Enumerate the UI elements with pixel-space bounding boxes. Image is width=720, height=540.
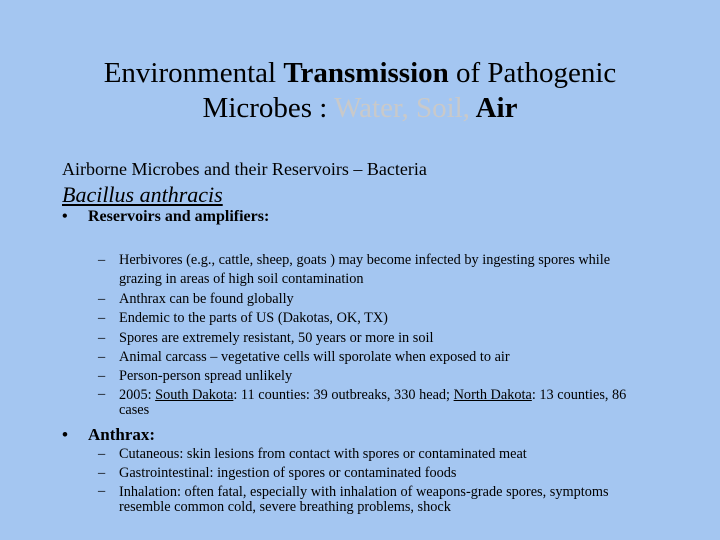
list-item: – Animal carcass – vegetative cells will sporolate when exposed to air [98, 348, 638, 367]
list-item-2005 [98, 387, 638, 418]
title-part-1: Environmental [103, 57, 284, 89]
list-item: – Anthrax can be found globally [98, 290, 638, 309]
title-part-2: Transmission [283, 57, 449, 89]
bullet-label: Anthrax: [88, 425, 156, 444]
title-part-4: Microbes : [202, 92, 335, 124]
bullet-dot: • [62, 425, 68, 444]
reservoirs-list [98, 251, 638, 418]
anthrax-list [98, 445, 638, 515]
bullet-dot: • [62, 208, 68, 225]
list-item: – Cutaneous: skin lesions from contact with spores or contaminated meat [98, 445, 638, 464]
list-item: – Herbivores (e.g., cattle, sheep, goats ) may become infected by ingesting spores while grazing in areas of high soil contamination [98, 251, 638, 290]
bullet-anthrax [62, 425, 155, 445]
list-item: – Person-person spread unlikely [98, 367, 638, 386]
bullet-label: Reservoirs and amplifiers: [88, 208, 270, 225]
list-item: – Inhalation: often fatal, especially with inhalation of weapons-grade spores, symptoms resemble common cold, severe breathing problems, shock [98, 484, 638, 515]
subheading: Airborne Microbes and their Reservoirs – Bacteria [62, 159, 427, 179]
list-item: – Spores are extremely resistant, 50 years or more in soil [98, 329, 638, 348]
text: 2005: [119, 386, 156, 403]
north-dakota-link[interactable]: North Dakota [453, 386, 532, 403]
title-part-6: Air [469, 92, 518, 124]
text: : 11 counties: 39 outbreaks, 330 head; [233, 386, 454, 403]
title-part-3: of Pathogenic [448, 57, 617, 89]
text: : 13 counties, 86 cases [119, 386, 627, 418]
species-name: Bacillus anthracis [62, 182, 223, 207]
list-item: – Endemic to the parts of US (Dakotas, OK, TX) [98, 309, 638, 328]
slide-title [0, 56, 720, 126]
title-part-5: Water, Soil, [334, 92, 470, 124]
bullet-reservoirs [62, 208, 269, 226]
list-item: – Gastrointestinal: ingestion of spores or contaminated foods [98, 464, 638, 483]
south-dakota-link[interactable]: South Dakota [155, 386, 234, 403]
